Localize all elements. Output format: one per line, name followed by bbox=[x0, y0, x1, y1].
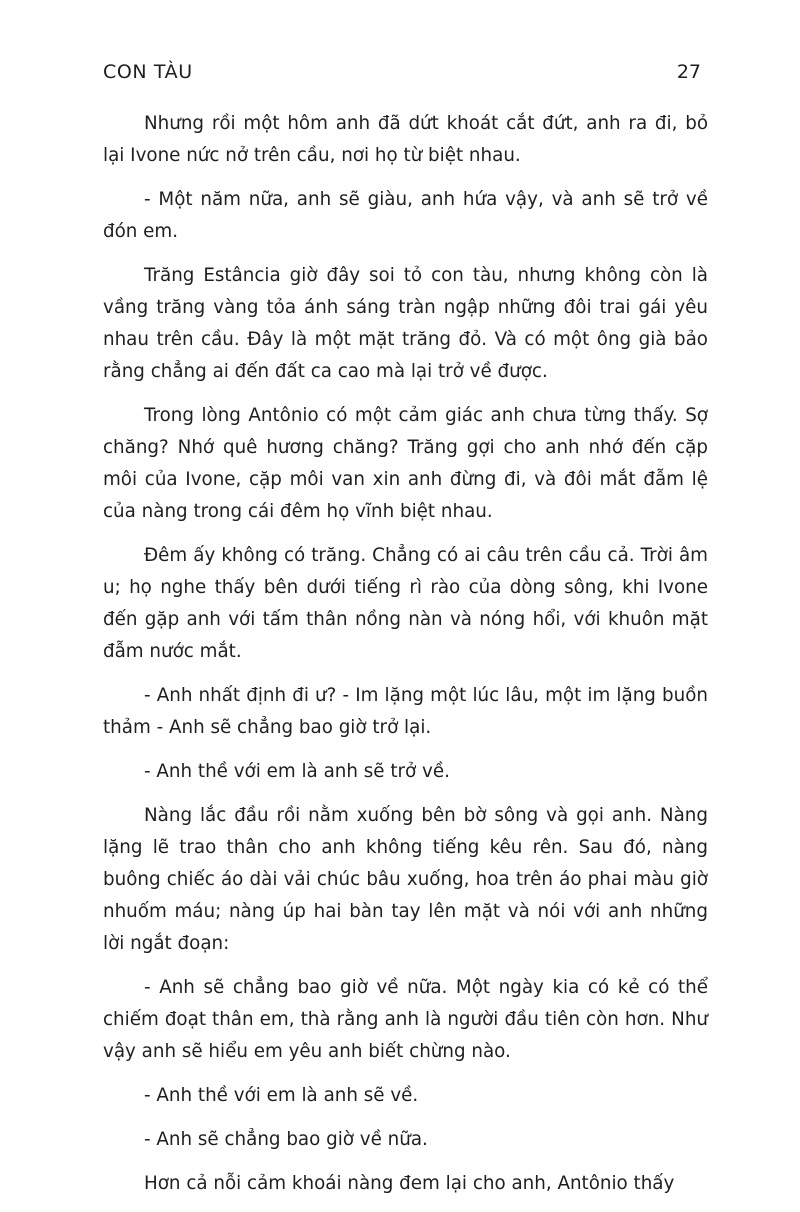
page-number: 27 bbox=[676, 61, 701, 83]
paragraph: Trong lòng Antônio có một cảm giác anh chưa từng thấy. Sợ chăng? Nhớ quê hương chăng? Trăng gợi cho anh nhớ đến cặp môi của Ivone, cặp môi van xin anh đừng đi, và đôi mắt đẫm lệ của nàng trong cái đêm họ vĩnh biệt nhau. bbox=[103, 405, 708, 522]
body-text bbox=[103, 108, 708, 1212]
paragraph: Hơn cả nỗi cảm khoái nàng đem lại cho anh, Antônio thấy bbox=[144, 1173, 675, 1194]
paragraph: - Anh thề với em là anh sẽ trở về. bbox=[144, 761, 450, 782]
paragraph: Đêm ấy không có trăng. Chẳng có ai câu trên cầu cả. Trời âm u; họ nghe thấy bên dưới tiếng rì rào của dòng sông, khi Ivone đến gặp anh với tấm thân nồng nàn và nóng hổi, với khuôn mặt đẫm nước mắt. bbox=[103, 545, 708, 662]
paragraph: Nàng lắc đầu rồi nằm xuống bên bờ sông và gọi anh. Nàng lặng lẽ trao thân cho anh không tiếng kêu rên. Sau đó, nàng buông chiếc áo dài vải chúc bâu xuống, hoa trên áo phai màu giờ nhuốm máu; nàng úp hai bàn tay lên mặt và nói với anh những lời ngắt đoạn: bbox=[103, 805, 708, 954]
paragraph: Nhưng rồi một hôm anh đã dứt khoát cắt đứt, anh ra đi, bỏ lại Ivone nức nở trên cầu, nơi họ từ biệt nhau. bbox=[103, 113, 708, 166]
paragraph: - Anh sẽ chẳng bao giờ về nữa. bbox=[144, 1129, 428, 1150]
paragraph: - Một năm nữa, anh sẽ giàu, anh hứa vậy, và anh sẽ trở về đón em. bbox=[103, 189, 708, 242]
running-header bbox=[103, 58, 701, 86]
paragraph: - Anh thề với em là anh sẽ về. bbox=[144, 1085, 419, 1106]
paragraph: - Anh sẽ chẳng bao giờ về nữa. Một ngày kia có kẻ có thể chiếm đoạt thân em, thà rằng anh là người đầu tiên còn hơn. Như vậy anh sẽ hiểu em yêu anh biết chừng nào. bbox=[103, 977, 708, 1062]
chapter-title: CON TÀU bbox=[103, 61, 193, 83]
paragraph: - Anh nhất định đi ư? - Im lặng một lúc lâu, một im lặng buồn thảm - Anh sẽ chẳng bao giờ trở lại. bbox=[103, 685, 708, 738]
paragraph: Trăng Estância giờ đây soi tỏ con tàu, nhưng không còn là vầng trăng vàng tỏa ánh sáng tràn ngập những đôi trai gái yêu nhau trên cầu. Đây là một mặt trăng đỏ. Và có một ông già bảo rằng chẳng ai đến đất ca cao mà lại trở về được. bbox=[103, 265, 708, 382]
